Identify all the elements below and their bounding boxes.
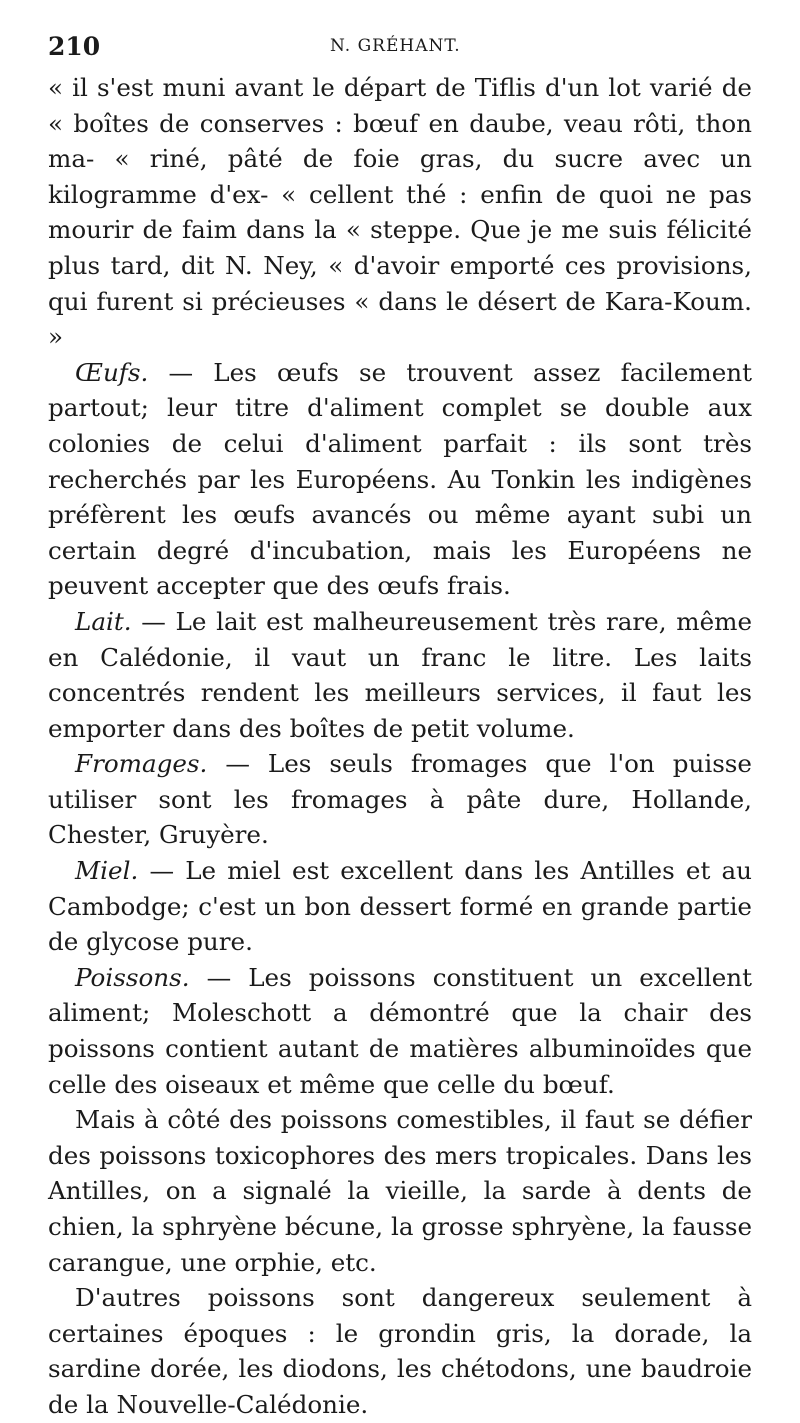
body-text xyxy=(48,70,752,1423)
paragraph-autres: D'autres poissons sont dangereux seulement à certaines époques : le grondin gris, la dorade, la sardine dorée, les diodons, les chétodons, une baudroie de la Nouvelle-Calédonie. xyxy=(48,1283,752,1419)
text-oeufs: — Les œufs se trouvent assez facilement partout; leur titre d'aliment complet se double aux colonies de celui d'aliment parfait : ils sont très recherchés par les Européens. Au Tonkin les indigènes préfèrent les œufs avancés ou même ayant subi un certain degré d'incubation, mais les Européens ne peuvent accepter que des œufs frais. xyxy=(48,357,752,601)
text-poissons: — Les poissons constituent un excellent aliment; Moleschott a démontré que la chair des poissons contient autant de matières albuminoïdes que celle des oiseaux et même que celle du bœuf. xyxy=(48,962,752,1099)
paragraph-lait xyxy=(48,604,752,746)
term-oeufs: Œufs. xyxy=(75,357,149,387)
text-miel: — Le miel est excellent dans les Antilles et au Cambodge; c'est un bon dessert formé en grande partie de glycose pure. xyxy=(48,856,752,957)
term-miel: Miel. xyxy=(75,856,139,886)
paragraph-fromages xyxy=(48,746,752,853)
page-number: 210 xyxy=(48,32,101,61)
text-lait: — Le lait est malheureusement très rare, même en Calédonie, il vaut un franc le litre. Les laits concentrés rendent les meilleurs services, il faut les emporter dans des boîtes de petit volume. xyxy=(48,606,752,743)
running-head: N. GRÉHANT. xyxy=(330,36,461,56)
term-lait: Lait. xyxy=(75,606,132,636)
page-header xyxy=(48,32,752,66)
term-poissons: Poissons. xyxy=(75,962,190,992)
paragraph-mais: Mais à côté des poissons comestibles, il faut se défier des poissons toxicophores des mers tropicales. Dans les Antilles, on a signalé la vieille, la sarde à dents de chien, la sphryène bécune, la grosse sphryène, la fausse carangue, une orphie, etc. xyxy=(48,1105,752,1277)
paragraph-poissons xyxy=(48,960,752,1102)
quote-paragraph: « il s'est muni avant le départ de Tiflis d'un lot varié de « boîtes de conserves : bœuf en daube, veau rôti, thon ma- « riné, pâté de foie gras, du sucre avec un kilogramme d'ex- « cellent thé : enfin de quoi ne pas mourir de faim dans la « steppe. Que je me suis félicité plus tard, dit N. Ney, « d'avoir emporté ces provisions, qui furent si précieuses « dans le désert de Kara-Koum. » xyxy=(48,73,752,352)
paragraph-oeufs xyxy=(48,355,752,604)
paragraph-miel xyxy=(48,853,752,960)
term-fromages: Fromages. xyxy=(75,749,208,779)
text-fromages: — Les seuls fromages que l'on puisse utiliser sont les fromages à pâte dure, Hollande, Chester, Gruyère. xyxy=(48,749,752,850)
